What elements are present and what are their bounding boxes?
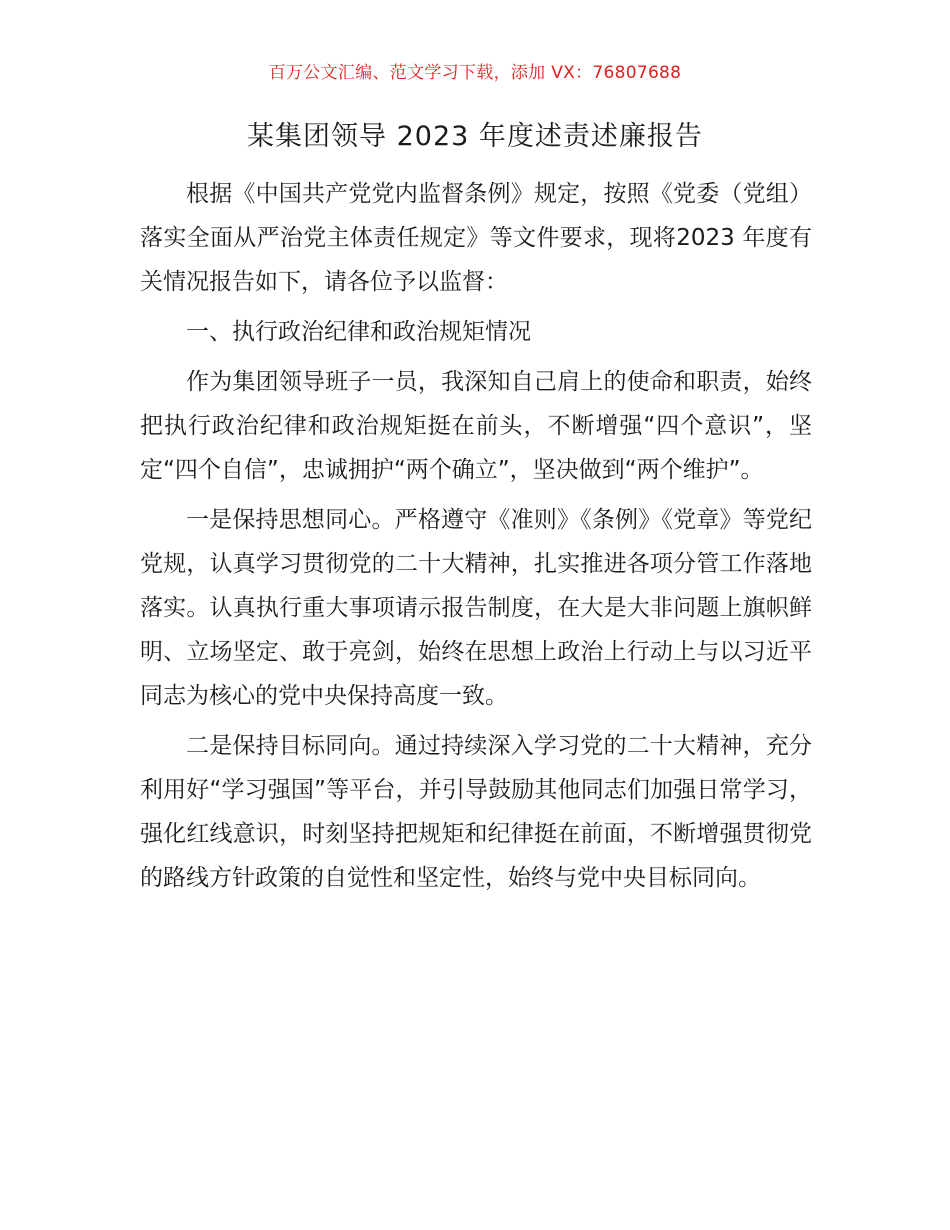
section-heading: 一、执行政治纪律和政治规矩情况 [186, 319, 531, 345]
document-title: 某集团领导 2023 年度述责述廉报告 [247, 121, 703, 152]
paragraph: 作为集团领导班子一员，我深知自己肩上的使命和职责，始终把执行政治纪律和政治规矩挺在前头，不断增强“四个意识”，坚定“四个自信”，忠诚拥护“两个确立”，坚决做到“两个维护”。 [140, 369, 812, 483]
paragraph: 二是保持目标同向。通过持续深入学习党的二十大精神，充分利用好“学习强国”等平台，并引导鼓励其他同志们加强日常学习，强化红线意识，时刻坚持把规矩和纪律挺在前面，不断增强贯彻党的路线方针政策的自觉性和坚定性，始终与党中央目标同向。 [140, 733, 812, 891]
paragraph: 一是保持思想同心。严格遵守《准则》《条例》《党章》等党纪党规，认真学习贯彻党的二十大精神，扎实推进各项分管工作落地落实。认真执行重大事项请示报告制度，在大是大非问题上旗帜鲜明、立场坚定、敢于亮剑，始终在思想上政治上行动上与以习近平同志为核心的党中央保持高度一致。 [140, 507, 812, 709]
header-banner: 百万公文汇编、范文学习下载，添加 VX：76807688 [268, 63, 682, 83]
document-body [140, 172, 812, 906]
paragraph-intro: 根据《中国共产党党内监督条例》规定，按照《党委（党组）落实全面从严治党主体责任规定》等文件要求，现将2023 年度有关情况报告如下，请各位予以监督： [140, 181, 812, 295]
